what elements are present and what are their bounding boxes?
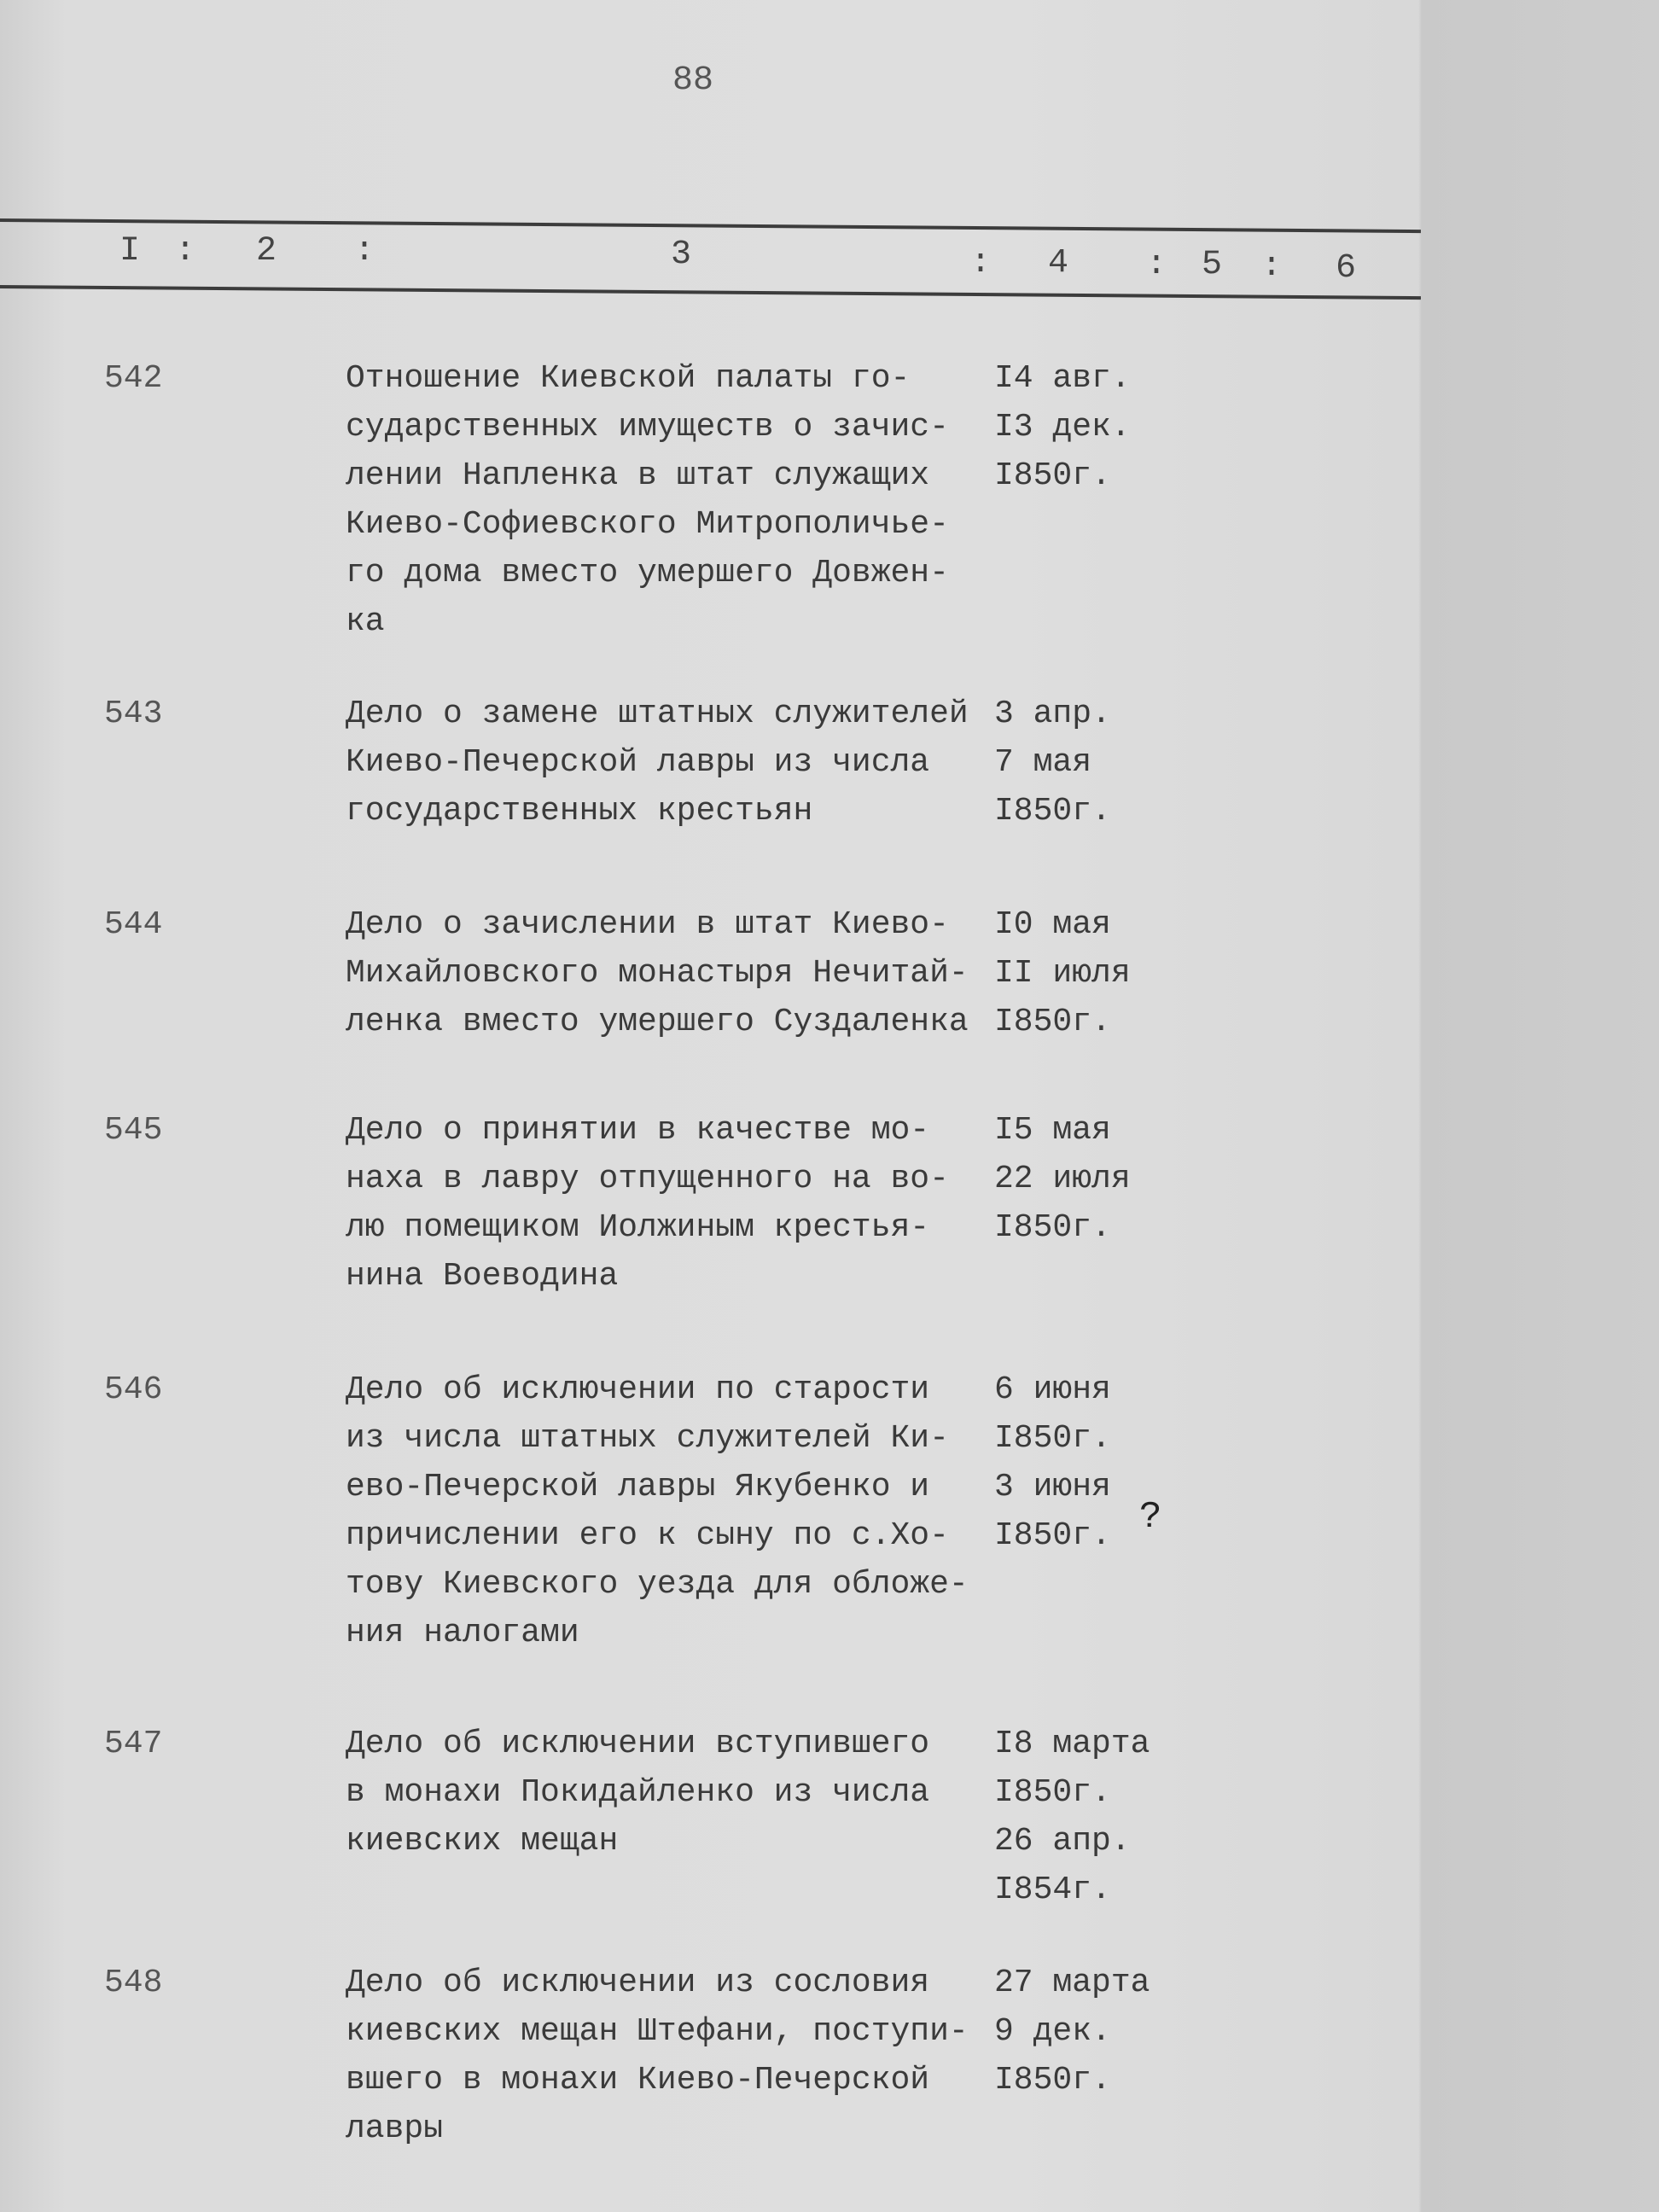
description-line: вшего в монахи Киево-Печерской xyxy=(346,2062,930,2098)
description-line: нина Воеводина xyxy=(346,1258,619,1295)
column-header-6: 6 xyxy=(1336,249,1357,288)
description-line: ния налогами xyxy=(346,1615,579,1651)
entry-number: 547 xyxy=(104,1726,163,1762)
date-line: 7 мая xyxy=(994,744,1092,781)
column-header-1: I xyxy=(119,232,141,271)
date-line: 6 июня xyxy=(994,1371,1111,1408)
date-line: I3 дек. xyxy=(994,409,1131,445)
description-line: Дело о принятии в качестве мо- xyxy=(346,1112,930,1149)
entry-number: 545 xyxy=(104,1112,163,1149)
entry-description xyxy=(346,900,969,1046)
entry-description xyxy=(346,1720,929,1866)
date-line: I850г. xyxy=(994,1004,1111,1040)
description-line: сударственных имуществ о зачис- xyxy=(346,409,949,445)
description-line: лю помещиком Иолжиным крестья- xyxy=(346,1209,930,1246)
entry-number: 548 xyxy=(104,1965,163,2001)
entry-description xyxy=(346,1106,949,1301)
header-bottom-rule xyxy=(0,285,1421,300)
date-line: 26 апр. xyxy=(994,1823,1131,1860)
date-line: I850г. xyxy=(994,457,1111,494)
description-line: го дома вместо умершего Довжен- xyxy=(346,555,949,591)
date-line: I850г. xyxy=(994,793,1111,830)
date-line: I850г. xyxy=(994,1517,1111,1554)
entry-description xyxy=(346,690,969,835)
column-header-5: 5 xyxy=(1202,246,1223,284)
entry-description xyxy=(346,1365,969,1657)
entry-number: 543 xyxy=(104,696,163,732)
column-separator: : xyxy=(175,232,196,271)
description-line: Дело об исключении из сословия xyxy=(346,1965,930,2001)
column-separator: : xyxy=(970,244,992,282)
description-line: наха в лавру отпущенного на во- xyxy=(346,1161,949,1197)
column-header-4: 4 xyxy=(1048,244,1069,282)
date-line: I5 мая xyxy=(994,1112,1111,1149)
entry-dates xyxy=(994,1365,1111,1560)
date-line: 3 апр. xyxy=(994,696,1111,732)
description-line: лении Напленка в штат служащих xyxy=(346,457,930,494)
date-line: I850г. xyxy=(994,1774,1111,1811)
date-line: I854г. xyxy=(994,1871,1111,1908)
entry-dates xyxy=(994,1106,1131,1252)
date-line: II июля xyxy=(994,955,1131,992)
page-number: 88 xyxy=(672,61,714,100)
description-line: ленка вместо умершего Суздаленка xyxy=(346,1004,969,1040)
date-line: I850г. xyxy=(994,1420,1111,1457)
description-line: Киево-Печерской лавры из числа xyxy=(346,744,930,781)
description-line: Михайловского монастыря Нечитай- xyxy=(346,955,969,992)
column-separator: : xyxy=(1261,247,1283,286)
description-line: тову Киевского уезда для обложе- xyxy=(346,1566,969,1603)
description-line: из числа штатных служителей Ки- xyxy=(346,1420,949,1457)
date-line: I0 мая xyxy=(994,906,1111,943)
description-line: в монахи Покидайленко из числа xyxy=(346,1774,930,1811)
header-top-rule xyxy=(0,218,1421,233)
description-line: государственных крестьян xyxy=(346,793,813,830)
description-line: Дело об исключении по старости xyxy=(346,1371,930,1408)
date-line: I850г. xyxy=(994,1209,1111,1246)
column-separator: : xyxy=(354,232,375,271)
description-line: киевских мещан xyxy=(346,1823,619,1860)
entry-dates xyxy=(994,900,1131,1046)
description-line: Отношение Киевской палаты го- xyxy=(346,360,911,397)
entry-number: 544 xyxy=(104,906,163,943)
description-line: киевских мещан Штефани, поступи- xyxy=(346,2013,969,2050)
date-line: I850г. xyxy=(994,2062,1111,2098)
column-separator: : xyxy=(1146,246,1167,284)
description-line: причислении его к сыну по с.Хо- xyxy=(346,1517,949,1554)
description-line: Дело об исключении вступившего xyxy=(346,1726,930,1762)
entry-number: 546 xyxy=(104,1371,163,1408)
description-line: ево-Печерской лавры Якубенко и xyxy=(346,1469,930,1505)
entry-dates xyxy=(994,1720,1150,1914)
date-line: 22 июля xyxy=(994,1161,1131,1197)
entry-description xyxy=(346,1959,969,2153)
date-line: I8 марта xyxy=(994,1726,1150,1762)
entry-dates xyxy=(994,1959,1150,2104)
description-line: лавры xyxy=(346,2110,444,2147)
column-header-2: 2 xyxy=(256,232,277,271)
description-line: Дело о замене штатных служителей xyxy=(346,696,969,732)
entry-description xyxy=(346,354,949,646)
description-line: ка xyxy=(346,603,385,640)
date-line: 9 дек. xyxy=(994,2013,1111,2050)
date-line: 3 июня xyxy=(994,1469,1111,1505)
description-line: Дело о зачислении в штат Киево- xyxy=(346,906,949,943)
entry-dates xyxy=(994,354,1131,500)
entry-dates xyxy=(994,690,1111,835)
entry-number: 542 xyxy=(104,360,163,397)
description-line: Киево-Софиевского Митрополичье- xyxy=(346,506,949,543)
handwritten-annotation: ? xyxy=(1139,1496,1162,1539)
date-line: I4 авг. xyxy=(994,360,1131,397)
date-line: 27 марта xyxy=(994,1965,1150,2001)
column-header-3: 3 xyxy=(671,236,692,274)
